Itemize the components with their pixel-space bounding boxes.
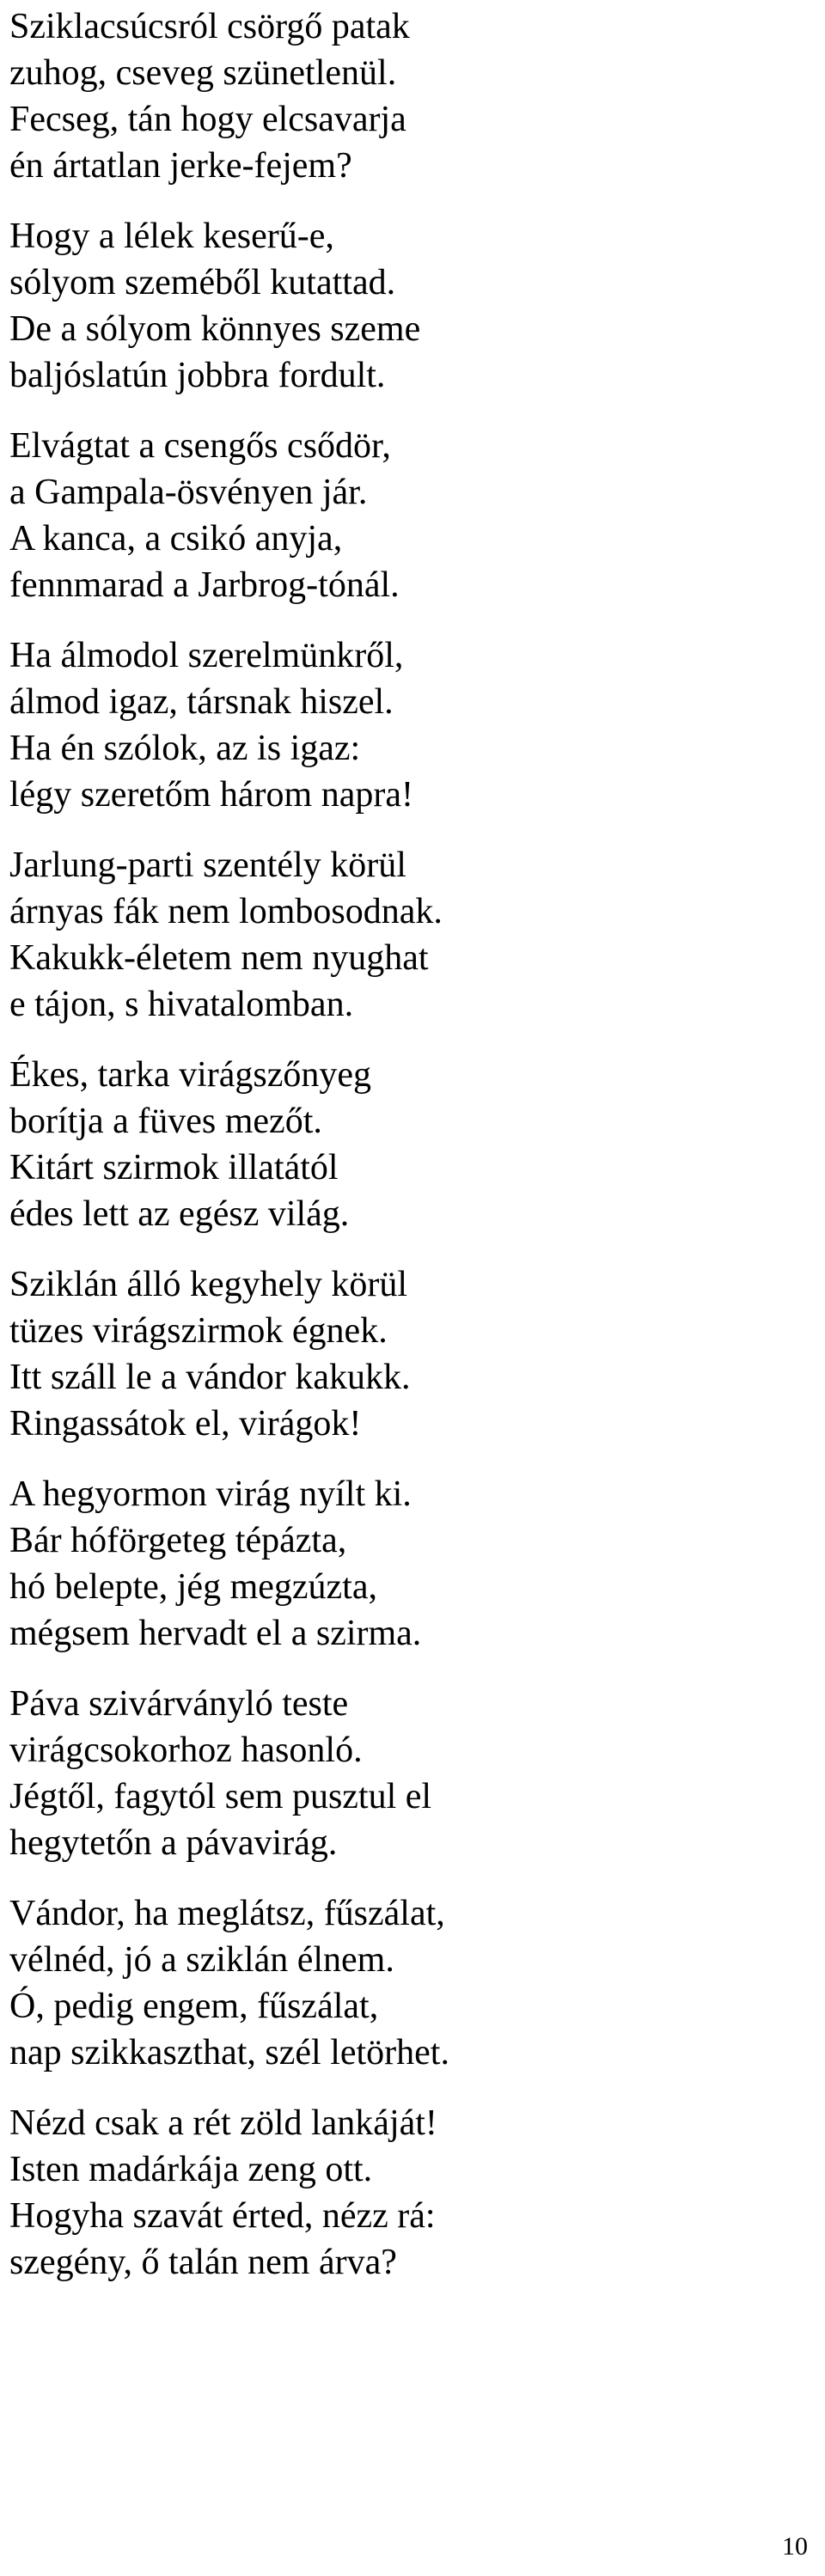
poem-line: Jégtől, fagytól sem pusztul el xyxy=(9,1777,432,1816)
poem-line: Ha álmodol szerelmünkről, xyxy=(9,636,404,675)
stanza xyxy=(9,1471,783,1677)
stanza xyxy=(9,213,783,419)
stanza xyxy=(9,1052,783,1258)
poem-line: borítja a füves mezőt. xyxy=(9,1102,322,1141)
poem-line: Sziklacsúcsról csörgő patak xyxy=(9,7,410,46)
poem-line: Vándor, ha meglátsz, fűszálat, xyxy=(9,1894,445,1933)
poem-line: Bár hóförgeteg tépázta, xyxy=(9,1521,347,1560)
poem-line: Jarlung-parti szentély körül xyxy=(9,845,406,885)
poem-line: virágcsokorhoz hasonló. xyxy=(9,1731,363,1770)
stanza xyxy=(9,1681,783,1887)
poem-line: Itt száll le a vándor kakukk. xyxy=(9,1358,411,1397)
poem-line: álmod igaz, társnak hiszel. xyxy=(9,682,394,722)
poem-line: Sziklán álló kegyhely körül xyxy=(9,1265,408,1304)
poem-line: Kitárt szirmok illatától xyxy=(9,1148,339,1187)
poem-line: mégsem hervadt el a szirma. xyxy=(9,1614,422,1653)
stanza xyxy=(9,632,783,839)
poem-line: A kanca, a csikó anyja, xyxy=(9,519,343,559)
stanza xyxy=(9,842,783,1048)
poem-line: Kakukk-életem nem nyughat xyxy=(9,938,429,978)
poem-line: A hegyormon virág nyílt ki. xyxy=(9,1474,412,1514)
poem-line: De a sólyom könnyes szeme xyxy=(9,309,421,349)
poem-line: a Gampala-ösvényen jár. xyxy=(9,473,368,512)
poem-line: hó belepte, jég megzúzta, xyxy=(9,1567,377,1607)
poem-line: árnyas fák nem lombosodnak. xyxy=(9,892,443,931)
stanza xyxy=(9,423,783,629)
poem-line: légy szeretőm három napra! xyxy=(9,775,413,815)
stanza xyxy=(9,3,783,210)
stanza xyxy=(9,1261,783,1468)
poem-line: Páva szivárványló teste xyxy=(9,1684,349,1724)
poem-line: Ékes, tarka virágszőnyeg xyxy=(9,1055,372,1095)
poem-line: szegény, ő talán nem árva? xyxy=(9,2243,397,2282)
poem-line: Fecseg, tán hogy elcsavarja xyxy=(9,100,406,139)
poem-line: Ringassátok el, virágok! xyxy=(9,1404,362,1444)
poem-line: hegytetőn a pávavirág. xyxy=(9,1823,338,1863)
poem-line: Ha én szólok, az is igaz: xyxy=(9,729,361,768)
stanza xyxy=(9,1890,783,2097)
poem-line: vélnéd, jó a sziklán élnem. xyxy=(9,1940,394,1980)
poem-line: Hogy a lélek keserű-e, xyxy=(9,217,334,256)
poem-line: Isten madárkája zeng ott. xyxy=(9,2150,373,2189)
poem-line: tüzes virágszirmok égnek. xyxy=(9,1311,388,1351)
poem-line: Elvágtat a csengős csődör, xyxy=(9,426,391,466)
poem-line: zuhog, cseveg szünetlenül. xyxy=(9,53,397,93)
poem-line: Hogyha szavát érted, nézz rá: xyxy=(9,2196,436,2236)
poem-line: sólyom szeméből kutattad. xyxy=(9,263,396,302)
poem-line: Nézd csak a rét zöld lankáját! xyxy=(9,2103,437,2143)
page-number: 10 xyxy=(782,2532,808,2561)
poem-line: nap szikkaszthat, szél letörhet. xyxy=(9,2033,449,2072)
poem-body xyxy=(9,0,783,2306)
poem-line: fennmarad a Jarbrog-tónál. xyxy=(9,565,400,605)
poem-line: én ártatlan jerke-fejem? xyxy=(9,146,352,186)
poem-line: édes lett az egész világ. xyxy=(9,1194,350,1234)
poem-line: baljóslatún jobbra fordult. xyxy=(9,356,386,395)
poem-line: Ó, pedig engem, fűszálat, xyxy=(9,1987,379,2026)
stanza xyxy=(9,2100,783,2306)
poem-line: e tájon, s hivatalomban. xyxy=(9,985,354,1024)
